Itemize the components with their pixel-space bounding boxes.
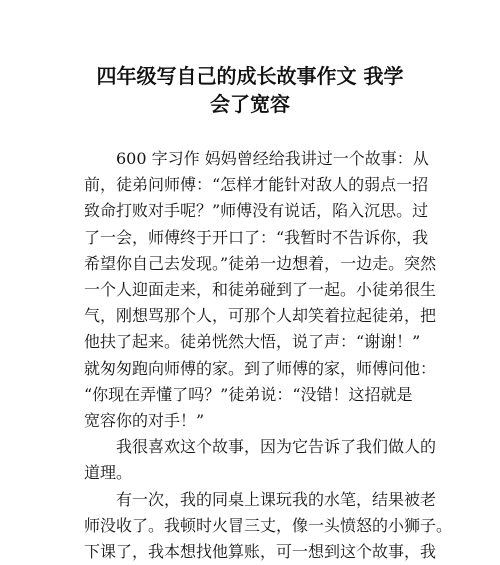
text-line: 下课了，我本想找他算账，可一想到这个故事，我 <box>84 542 437 562</box>
text-line: 气，刚想骂那个人，可那个人却笑着拉起徒弟，把 <box>84 306 437 326</box>
title-line-1: 四年级写自己的成长故事作文 我学 <box>96 64 404 88</box>
text-line: 师没收了。我顿时火冒三丈，像一头愤怒的小狮子。 <box>84 515 453 535</box>
text-line: 宽容你的对手！” <box>84 411 205 431</box>
text-line: 道理。 <box>84 463 133 483</box>
paragraph-1 <box>84 146 437 434</box>
text-line: 600 字习作 妈妈曾经给我讲过一个故事：从 <box>116 149 429 168</box>
text-line: 了一会，师傅终于开口了：“我暂时不告诉你，我 <box>84 227 429 247</box>
text-line: 前，徒弟问师傅：“怎样才能针对敌人的弱点一招 <box>84 175 429 195</box>
text-line: 就匆匆跑向师傅的家。到了师傅的家，师傅问他： <box>84 358 437 378</box>
text-line: 他扶了起来。徒弟恍然大悟，说了声：“谢谢！” <box>84 332 421 352</box>
paragraph-3 <box>84 487 453 565</box>
paragraph-2 <box>84 434 437 486</box>
text-line: 有一次，我的同桌上课玩我的水笔，结果被老 <box>116 489 437 509</box>
text-line: 一个人迎面走来，和徒弟碰到了一起。小徒弟很生 <box>84 280 437 300</box>
title-line-2: 会了宽容 <box>210 92 290 116</box>
text-line: 希望你自己去发现。”徒弟一边想着，一边走。突然 <box>84 253 437 273</box>
text-line: 我很喜欢这个故事，因为它告诉了我们做人的 <box>116 437 437 457</box>
text-line: 致命打败对手呢？”师傅没有说话，陷入沉思。过 <box>84 201 429 221</box>
document-title <box>70 62 430 118</box>
document-body <box>84 146 453 565</box>
text-line: “你现在弄懂了吗？”徒弟说：“没错！这招就是 <box>84 384 413 404</box>
